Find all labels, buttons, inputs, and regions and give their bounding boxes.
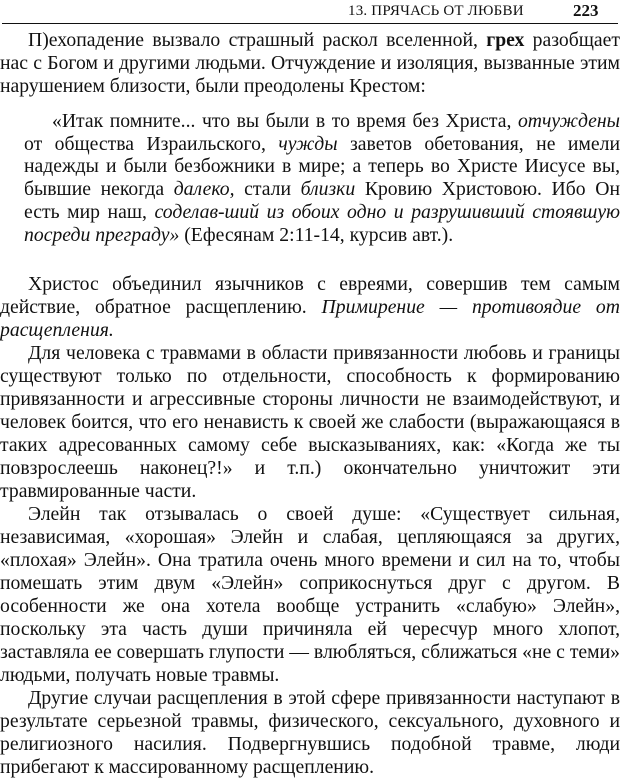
quote-part-5: Кровию Христовою. Ибо Он есть мир наш, (24, 178, 620, 223)
paragraph-2-part-1: Христос объединил язычников с евреями, совершив тем самым действие, обратное расщеплению. (0, 273, 620, 318)
paragraph-1 (0, 29, 620, 98)
quote-part-1: «Итак помните... что вы были в то время без Христа, (52, 110, 518, 132)
quote-em-2: чужды (278, 132, 338, 155)
running-header (0, 2, 620, 24)
scripture-quote (24, 110, 620, 246)
paragraph-4: Элейн так отзывалась о своей душе: «Существует сильная, независимая, «хорошая» Элейн и слабая, цепляющаяся за других, «плохая» Элейн». Она тратила очень много времени и сил на то, чтобы помешать этим двум «Элейн» соприкоснуться друг с другом. В особенности же она хотела вообще устранить «слабую» Элейн», поскольку эта часть души причиняла ей чересчур много хлопот, заставляла ее совершать глупости — влюбляться, сближаться «не с теми» людьми, получать новые травмы. (0, 503, 620, 686)
body-text-block (0, 273, 620, 779)
quote-em-4: близки (300, 178, 356, 201)
chapter-title: 13. ПРЯЧАСЬ ОТ ЛЮБВИ (348, 3, 524, 19)
paragraph-1-part-1: П)ехопадение вызвало страшный раскол вселенной, (28, 29, 487, 51)
paragraph-3: Для человека с травмами в области привязанности любовь и границы существуют только по отдельности, способность к формированию привязанности и агрессивные стороны личности не взаимодействуют, и человек боится, что его ненависть к своей же слабости (выражающаяся в таких адресованных самому себе высказываниях, как: «Когда же ты повзрослеешь наконец?!» и т.п.) окончательно уничтожит эти травмированные части. (0, 342, 620, 502)
paragraph-1-block (0, 29, 620, 98)
quote-em-5: соделав-ший из обоих одно и разрушивший стоявшую посреди преграду» (24, 200, 620, 246)
quote-part-4: стали (234, 178, 301, 201)
quote-em-3: далеко, (173, 178, 235, 201)
paragraph-5: Другие случаи расщепления в этой сфере привязанности наступают в результате серьезной травмы, физического, сексуального, духовного и религиозного насилия. Подвергнувшись подобной травме, люди прибегают к массированному расщеплению. (0, 687, 620, 778)
quote-em-1: отчуждены (517, 110, 620, 132)
paragraph-1-part-2: разобщает нас с Богом и другими людьми. Отчуждение и изоляция, вызванные этим нарушением близости, были преодолены Крестом: (0, 29, 620, 97)
paragraph-1-strong-word: грех (486, 29, 525, 51)
paragraph-2-em-1: Примирение — противоядие от расщепления. (0, 296, 620, 341)
quote-part-2: от общества Израильского, (24, 132, 279, 155)
quote-part-6: (Ефесянам 2:11-14, курсив авт.). (179, 223, 454, 246)
header-rule (2, 23, 618, 24)
quote-part-3: заветов обетования, не имели надежды и были безбожники в мире; а теперь во Христе Иисусе вы, бывшие некогда (24, 132, 620, 201)
page-number: 223 (573, 1, 599, 20)
paragraph-2 (0, 273, 620, 342)
